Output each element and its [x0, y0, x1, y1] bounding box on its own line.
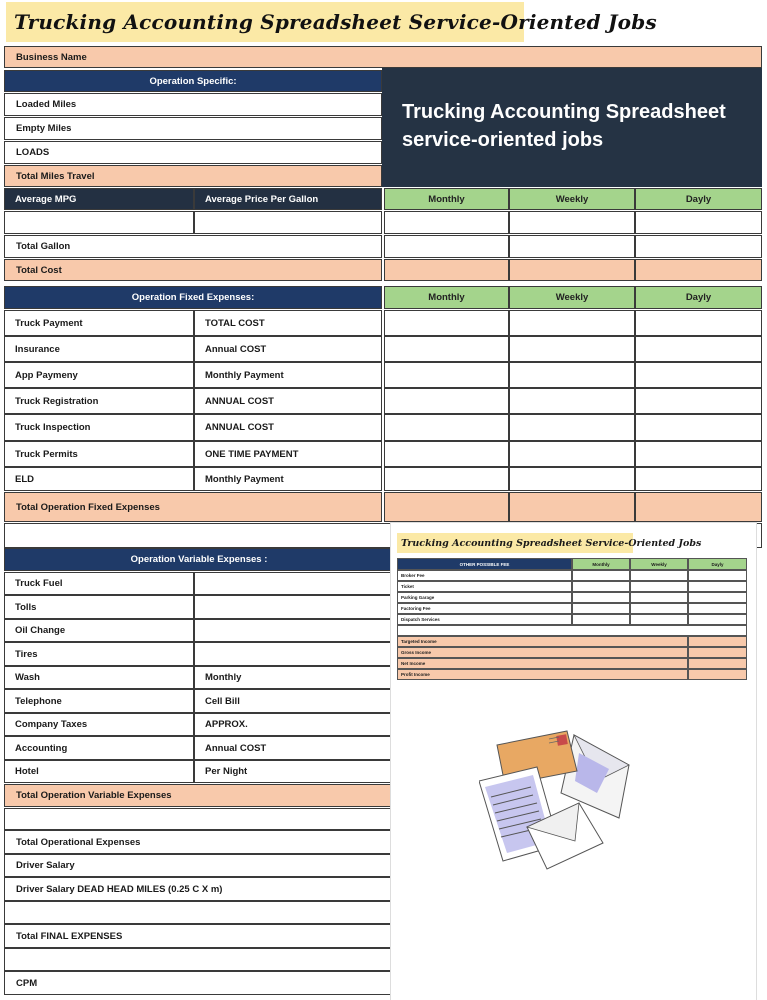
variable-row-label[interactable] — [4, 572, 194, 595]
inset-cell[interactable] — [630, 592, 688, 603]
fixed-row-note[interactable] — [194, 414, 382, 441]
inset-income-cell[interactable] — [688, 669, 747, 680]
inset-spacer-row — [397, 625, 747, 636]
operation-specific-heading — [4, 70, 382, 92]
inset-cell[interactable] — [630, 570, 688, 581]
variable-row-note[interactable] — [194, 760, 394, 783]
cell-daily[interactable] — [635, 362, 762, 388]
inset-col-label: Dayly — [711, 561, 724, 567]
cell-monthly[interactable] — [384, 441, 509, 467]
variable-row-label[interactable] — [4, 666, 194, 689]
row-note: TOTAL COST — [205, 317, 265, 329]
variable-row-label[interactable] — [4, 642, 194, 666]
cell-weekly[interactable] — [509, 414, 635, 441]
row-note: Monthly Payment — [205, 369, 284, 381]
fixed-row-note[interactable] — [194, 336, 382, 362]
row-label: Truck Fuel — [15, 578, 63, 589]
row-label: Insurance — [15, 343, 60, 355]
inset-title-banner — [397, 533, 702, 553]
avg-price-input[interactable] — [194, 211, 382, 234]
variable-row-label[interactable] — [4, 713, 194, 736]
variable-row-label[interactable] — [4, 619, 194, 642]
inset-title: Trucking Accounting Spreadsheet Service-Oriented Jobs — [401, 537, 702, 549]
cell-monthly[interactable] — [384, 259, 509, 281]
inset-income-cell[interactable] — [688, 636, 747, 647]
variable-row-label[interactable] — [4, 595, 194, 619]
business-name-row[interactable] — [4, 46, 762, 68]
cell-monthly[interactable] — [384, 492, 509, 522]
col-daily-label: Dayly — [685, 292, 712, 303]
row-total-variable-expenses[interactable] — [4, 784, 394, 807]
envelopes-icon — [479, 723, 649, 873]
variable-row-note[interactable] — [194, 736, 394, 760]
inset-col-monthly — [572, 558, 630, 570]
row-total-fixed-expenses[interactable] — [4, 492, 382, 522]
fixed-expenses-heading — [4, 286, 382, 309]
row-label: Tolls — [15, 601, 37, 613]
inset-fee-row[interactable] — [397, 603, 572, 614]
cell-weekly[interactable] — [509, 310, 635, 336]
page-title: Trucking Accounting Spreadsheet Service-Oriented Jobs — [14, 10, 657, 34]
inset-fee-row[interactable] — [397, 581, 572, 592]
inset-col-weekly — [630, 558, 688, 570]
row-label: Truck Permits — [15, 448, 78, 460]
avg-mpg-label: Average MPG — [15, 193, 77, 205]
row-label: Company Taxes — [15, 719, 88, 730]
inset-fee-row[interactable] — [397, 570, 572, 581]
row-loaded-miles[interactable] — [4, 93, 382, 116]
cell-daily[interactable] — [635, 441, 762, 467]
variable-row-note[interactable] — [194, 619, 394, 642]
col-weekly-label: Weekly — [555, 193, 589, 205]
variable-expenses-heading — [4, 548, 394, 571]
inset-income-cell[interactable] — [688, 647, 747, 658]
fixed-row-label[interactable] — [4, 388, 194, 414]
col-daily — [635, 188, 762, 210]
col-monthly-label: Monthly — [428, 292, 465, 303]
fixed-row-note[interactable] — [194, 388, 382, 414]
inset-row-label: Parking Garage — [401, 595, 435, 600]
row-empty-miles[interactable] — [4, 117, 382, 140]
variable-row-note[interactable] — [194, 666, 394, 689]
cell-daily[interactable] — [635, 310, 762, 336]
col-monthly-label: Monthly — [428, 193, 465, 205]
fixed-expenses-heading-text: Operation Fixed Expenses: — [131, 292, 255, 303]
row-label: Tires — [15, 648, 38, 660]
inset-cell[interactable] — [688, 570, 747, 581]
cell-monthly[interactable] — [384, 310, 509, 336]
cell-monthly[interactable] — [384, 235, 509, 258]
row-label: Accounting — [15, 742, 68, 754]
row-note: Per Night — [205, 766, 248, 777]
cell-monthly[interactable] — [384, 388, 509, 414]
inset-row-label: Broker Fee — [401, 573, 425, 578]
inset-row-label: Gross Income — [401, 650, 432, 655]
cell-weekly[interactable] — [509, 441, 635, 467]
col-daily — [635, 286, 762, 309]
fixed-row-note[interactable] — [194, 441, 382, 467]
fixed-row-label[interactable] — [4, 310, 194, 336]
col-daily-label: Dayly — [685, 193, 712, 205]
cell-monthly[interactable] — [384, 211, 509, 234]
inset-cell[interactable] — [688, 581, 747, 592]
cell-daily[interactable] — [635, 492, 762, 522]
row-note: ANNUAL COST — [205, 395, 274, 407]
row-total-cost[interactable] — [4, 259, 382, 281]
cell-daily[interactable] — [635, 259, 762, 281]
overlay-caption — [382, 68, 762, 187]
variable-row-note[interactable] — [194, 689, 394, 713]
inset-cell[interactable] — [630, 581, 688, 592]
cell-weekly[interactable] — [509, 467, 635, 491]
variable-row-note[interactable] — [194, 713, 394, 736]
cell-monthly[interactable] — [384, 467, 509, 491]
col-monthly — [384, 188, 509, 210]
row-label: Truck Registration — [15, 395, 99, 407]
row-label: Total Cost — [16, 264, 62, 276]
row-note: Monthly Payment — [205, 473, 284, 485]
row-label: Telephone — [15, 695, 62, 707]
inset-fee-heading — [397, 558, 572, 570]
inset-cell[interactable] — [688, 592, 747, 603]
fixed-row-label[interactable] — [4, 336, 194, 362]
avg-mpg-header — [4, 188, 194, 210]
inset-cell[interactable] — [630, 603, 688, 614]
row-label: ELD — [15, 473, 34, 485]
inset-income-row[interactable] — [397, 658, 688, 669]
row-label: App Paymeny — [15, 369, 78, 381]
inset-preview-sheet — [391, 523, 756, 1000]
cell-daily[interactable] — [635, 235, 762, 258]
variable-row-note[interactable] — [194, 572, 394, 595]
inset-row-label: Profit Income — [401, 672, 430, 677]
col-weekly-label: Weekly — [555, 292, 589, 303]
row-note: Monthly — [205, 672, 242, 683]
variable-expenses-heading-text: Operation Variable Expenses : — [130, 554, 268, 565]
col-weekly — [509, 286, 635, 309]
inset-fee-heading-text: OTHER POSSIBLE FEE — [459, 561, 510, 567]
inset-cell[interactable] — [572, 603, 630, 614]
cell-daily[interactable] — [635, 414, 762, 441]
inset-col-label: Weekly — [651, 561, 667, 567]
row-label: Total Operational Expenses — [16, 836, 141, 848]
variable-row-note[interactable] — [194, 642, 394, 666]
row-label: Driver Salary — [16, 860, 75, 871]
spacer-row — [4, 808, 394, 830]
inset-row-label: Factoring Fee — [401, 606, 431, 611]
variable-row-label[interactable] — [4, 760, 194, 783]
row-label: Wash — [15, 672, 40, 683]
avg-mpg-input[interactable] — [4, 211, 194, 234]
row-note: APPROX. — [205, 719, 248, 730]
inset-fee-row[interactable] — [397, 614, 572, 625]
inset-col-daily — [688, 558, 747, 570]
row-note: Annual COST — [205, 742, 267, 754]
variable-row-label[interactable] — [4, 689, 194, 713]
row-note: Annual COST — [205, 343, 267, 355]
inset-row-label: Targeted Income — [401, 639, 437, 644]
inset-row-label: Dispatch Services — [401, 617, 440, 622]
cell-monthly[interactable] — [384, 336, 509, 362]
cell-weekly[interactable] — [509, 388, 635, 414]
row-total-gallon[interactable] — [4, 235, 382, 258]
row-label: Truck Payment — [15, 317, 83, 329]
summary-row[interactable] — [4, 830, 394, 854]
inset-cell[interactable] — [688, 603, 747, 614]
inset-income-row[interactable] — [397, 647, 688, 658]
inset-income-cell[interactable] — [688, 658, 747, 669]
inset-col-label: Monthly — [592, 561, 610, 567]
col-monthly — [384, 286, 509, 309]
cell-weekly[interactable] — [509, 259, 635, 281]
cell-monthly[interactable] — [384, 414, 509, 441]
row-note: ANNUAL COST — [205, 422, 274, 433]
cell-daily[interactable] — [635, 467, 762, 491]
row-label: Hotel — [15, 766, 39, 777]
summary-row[interactable] — [4, 924, 394, 948]
fixed-row-label[interactable] — [4, 441, 194, 467]
fixed-row-label[interactable] — [4, 414, 194, 441]
cell-weekly[interactable] — [509, 362, 635, 388]
summary-row[interactable] — [4, 877, 394, 901]
inset-cell[interactable] — [572, 592, 630, 603]
fixed-row-note[interactable] — [194, 310, 382, 336]
business-name-label: Business Name — [16, 51, 87, 63]
cell-daily[interactable] — [635, 388, 762, 414]
row-total-miles-travel[interactable] — [4, 165, 382, 187]
inset-cell[interactable] — [630, 614, 688, 625]
inset-cell[interactable] — [572, 581, 630, 592]
cell-monthly[interactable] — [384, 362, 509, 388]
fixed-row-label[interactable] — [4, 467, 194, 491]
variable-row-label[interactable] — [4, 736, 194, 760]
avg-price-header — [194, 188, 382, 210]
row-label: Oil Change — [15, 625, 66, 636]
row-label: Total FINAL EXPENSES — [16, 930, 123, 942]
avg-price-label: Average Price Per Gallon — [205, 193, 319, 205]
inset-income-row[interactable] — [397, 669, 688, 680]
variable-row-note[interactable] — [194, 595, 394, 619]
cell-weekly[interactable] — [509, 211, 635, 234]
row-label: Total Operation Variable Expenses — [16, 790, 172, 801]
inset-fee-row[interactable] — [397, 592, 572, 603]
row-label: CPM — [16, 977, 38, 989]
fixed-row-note[interactable] — [194, 362, 382, 388]
row-label: Total Miles Travel — [16, 170, 95, 182]
col-weekly — [509, 188, 635, 210]
fixed-row-note[interactable] — [194, 467, 382, 491]
row-label: LOADS — [16, 147, 50, 158]
summary-row[interactable] — [4, 854, 394, 877]
inset-row-label: Net Income — [401, 661, 426, 666]
cell-weekly[interactable] — [509, 492, 635, 522]
summary-row[interactable] — [4, 971, 394, 995]
summary-row[interactable] — [4, 948, 394, 971]
fixed-row-label[interactable] — [4, 362, 194, 388]
row-label: Loaded Miles — [16, 99, 77, 110]
row-note: Cell Bill — [205, 695, 240, 707]
row-note: ONE TIME PAYMENT — [205, 448, 299, 460]
row-loads[interactable] — [4, 141, 382, 164]
title-banner — [6, 2, 657, 42]
inset-income-row[interactable] — [397, 636, 688, 647]
inset-row-label: Ticket — [401, 584, 414, 589]
row-label: Empty Miles — [16, 123, 72, 134]
cell-weekly[interactable] — [509, 336, 635, 362]
summary-row[interactable] — [4, 901, 394, 924]
overlay-line-2: service-oriented jobs — [402, 129, 604, 151]
operation-specific-heading-text: Operation Specific: — [149, 75, 237, 87]
row-label: Total Gallon — [16, 241, 71, 252]
row-label: Truck Inspection — [15, 422, 91, 433]
inset-cell[interactable] — [688, 614, 747, 625]
cell-daily[interactable] — [635, 211, 762, 234]
inset-cell[interactable] — [572, 570, 630, 581]
inset-cell[interactable] — [572, 614, 630, 625]
row-label: Driver Salary DEAD HEAD MILES (0.25 C X m) — [16, 883, 223, 895]
row-label: Total Operation Fixed Expenses — [16, 501, 160, 513]
cell-weekly[interactable] — [509, 235, 635, 258]
overlay-line-1: Trucking Accounting Spreadsheet — [402, 101, 726, 123]
cell-daily[interactable] — [635, 336, 762, 362]
